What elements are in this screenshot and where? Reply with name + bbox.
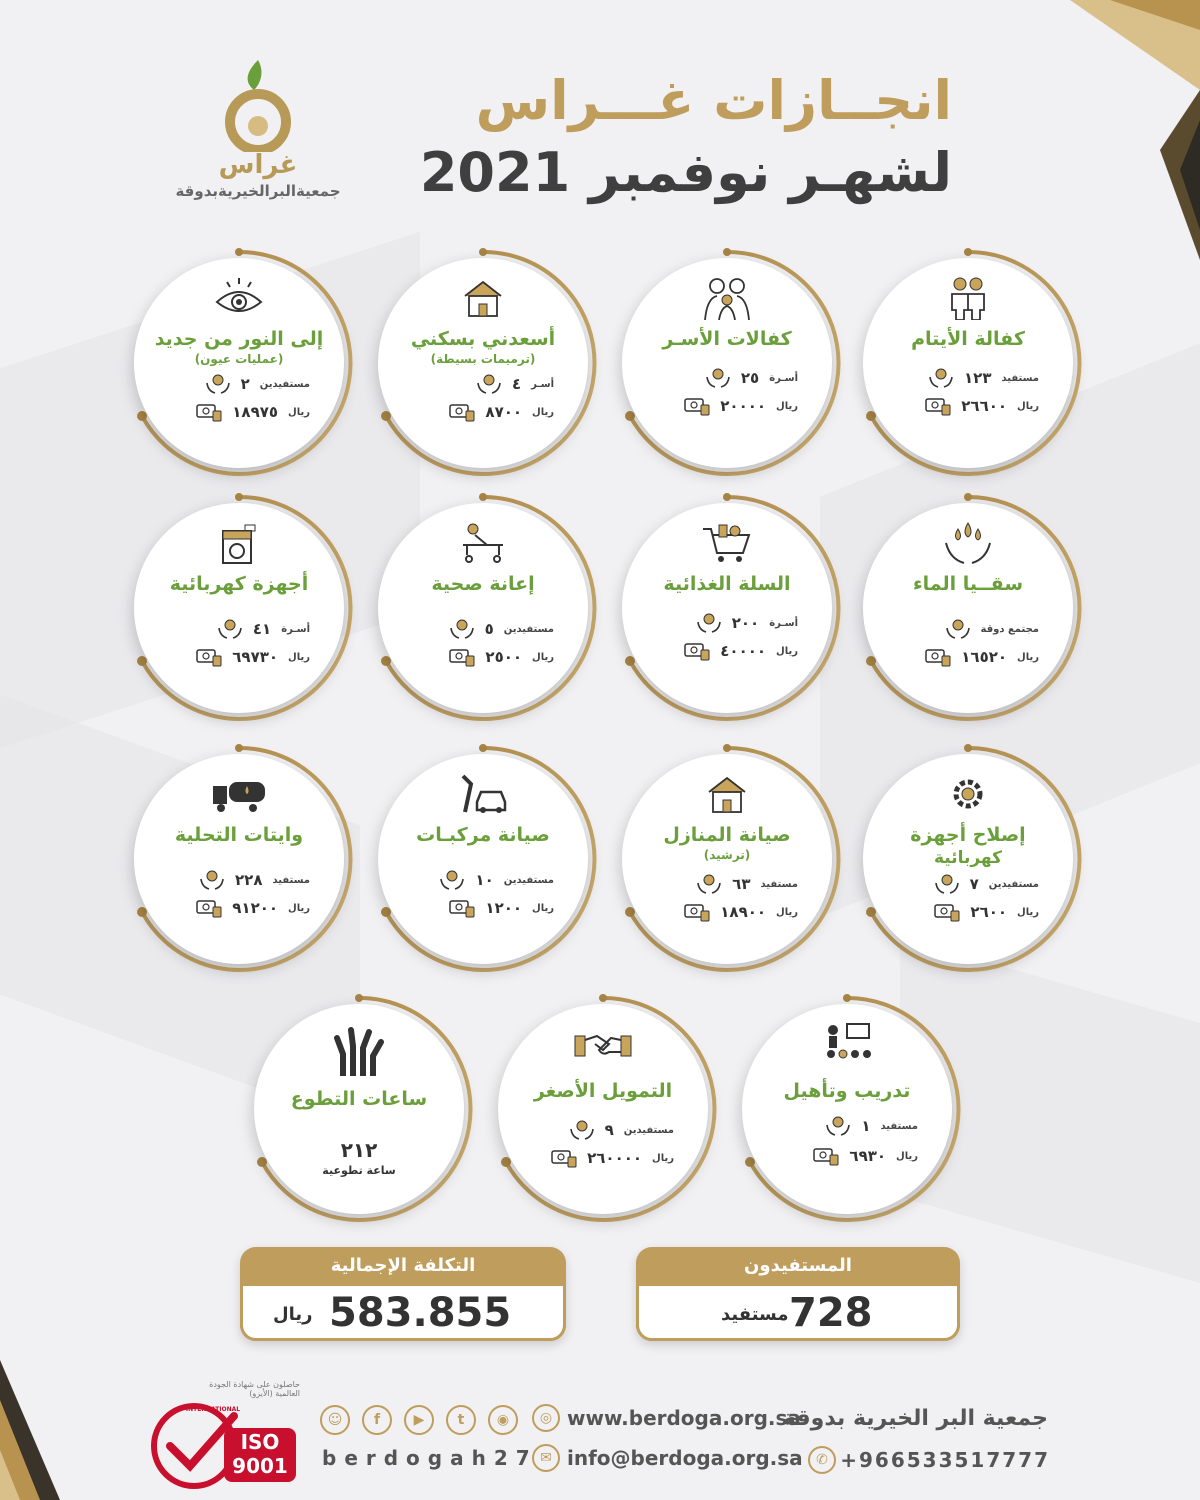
card-amount-unit: ريال <box>776 400 798 412</box>
helping-hands-icon <box>945 618 971 640</box>
helping-hands-icon <box>449 618 475 640</box>
card-people: ٩ <box>604 1121 614 1139</box>
beneficiaries-value: 728 <box>789 1290 873 1336</box>
health-icon <box>453 521 513 565</box>
card-people: ١ <box>861 1117 871 1135</box>
house-icon <box>697 772 757 816</box>
card-title: السلة الغذائية <box>663 573 791 595</box>
card-orphans[interactable] <box>863 258 1073 468</box>
cost-unit: ريال <box>273 1304 313 1325</box>
card-people-row <box>825 1114 918 1138</box>
helping-hands-icon <box>199 869 225 891</box>
card-amount-row <box>551 1146 674 1170</box>
card-home-maintenance[interactable] <box>622 754 832 964</box>
card-amount: ١٢٠٠ <box>485 899 523 917</box>
money-icon <box>196 401 222 423</box>
money-icon <box>449 897 475 919</box>
card-people-unit: مستفيد <box>760 878 798 890</box>
whatsapp-icon[interactable]: ✆ <box>808 1446 836 1474</box>
card-training[interactable] <box>742 1004 952 1214</box>
card-amount-row <box>934 900 1039 924</box>
helping-hands-icon <box>439 869 465 891</box>
card-people-unit: أسـرة <box>769 617 798 629</box>
card-people-row <box>934 872 1039 896</box>
money-icon <box>449 646 475 668</box>
training-icon <box>817 1022 877 1066</box>
money-icon <box>684 395 710 417</box>
card-amount-row <box>196 896 310 920</box>
card-people: ٥ <box>484 620 494 638</box>
card-people-row <box>217 617 310 641</box>
website-link[interactable]: www.berdoga.org.sa <box>567 1406 801 1430</box>
card-amount: ٤٠٠٠٠ <box>720 642 767 660</box>
card-amount-unit: ريال <box>1017 906 1039 918</box>
card-people-unit: مستفيدين <box>503 623 554 635</box>
logo-subtitle: جمعيةالبرالخيريةبدوقة <box>175 182 341 200</box>
card-amount: ٢٠٠٠٠ <box>720 397 767 415</box>
phone-number[interactable]: +966533517777 <box>840 1448 1050 1472</box>
cost-value: 583.855 <box>329 1290 512 1336</box>
beneficiaries-label: المستفيدون <box>744 1255 852 1276</box>
card-people: ٤ <box>511 375 522 393</box>
helping-hands-icon <box>825 1115 851 1137</box>
card-amount-unit: ريال <box>288 406 310 418</box>
card-amount: ٨٧٠٠ <box>485 403 523 421</box>
water-truck-icon <box>209 772 269 816</box>
corner-decoration <box>0 1340 90 1500</box>
helping-hands-icon <box>217 618 243 640</box>
card-people: ٢٥ <box>740 369 760 387</box>
card-amount: ٦٩٣٠ <box>849 1147 887 1165</box>
handshake-icon <box>573 1022 633 1066</box>
money-icon <box>934 901 960 923</box>
card-appliance-repair[interactable] <box>863 754 1073 964</box>
helping-hands-icon <box>705 367 731 389</box>
card-amount: ٢٥٠٠ <box>485 648 523 666</box>
card-amount: ٦٩٧٣٠ <box>232 648 279 666</box>
card-people: ٦٣ <box>732 875 751 893</box>
card-amount: ١٦٥٢٠ <box>961 648 1008 666</box>
card-people-row <box>569 1118 674 1142</box>
card-title: وايتات التحلية <box>174 824 304 846</box>
card-people-unit: أسـر <box>531 378 554 390</box>
card-appliances[interactable] <box>134 503 344 713</box>
card-amount-row <box>449 645 554 669</box>
beneficiaries-unit: مستفيد <box>721 1304 789 1325</box>
card-people-row <box>928 366 1039 390</box>
iso-label: ISO <box>240 1430 280 1454</box>
logo <box>158 52 358 212</box>
helping-hands-icon <box>696 873 722 895</box>
card-title: كفالات الأسـر <box>662 328 792 350</box>
card-health-aid[interactable] <box>378 503 588 713</box>
volunteer-hours: ٢١٢ <box>340 1138 378 1162</box>
card-people-unit: مستفيدين <box>623 1124 674 1136</box>
iso-ring-text: INTERNATIONAL <box>185 1406 241 1413</box>
card-amount-row <box>925 394 1039 418</box>
card-amount-unit: ريال <box>532 902 554 914</box>
card-title: صيانة مركبـات <box>416 824 550 846</box>
card-amount-row <box>449 896 554 920</box>
logo-mark-icon <box>158 52 358 152</box>
helping-hands-icon <box>696 612 722 634</box>
card-amount: ٢٦٦٠٠ <box>961 397 1008 415</box>
card-title: صيانة المنازل <box>663 824 791 846</box>
appliances-icon <box>209 521 269 565</box>
money-icon <box>925 395 951 417</box>
card-amount-unit: ريال <box>1017 400 1039 412</box>
card-amount-unit: ريال <box>288 902 310 914</box>
instagram-icon[interactable]: ◉ <box>488 1405 518 1435</box>
card-amount-row <box>684 639 798 663</box>
card-amount-row <box>449 400 554 424</box>
email-icon[interactable]: ✉ <box>532 1444 560 1472</box>
volunteer-unit: ساعة تطوعية <box>322 1164 396 1177</box>
money-icon <box>684 640 710 662</box>
header <box>420 68 952 206</box>
card-title: إلى النور من جديد <box>154 328 324 350</box>
card-title: سقــيا الماء <box>912 573 1024 595</box>
cost-total <box>240 1247 566 1341</box>
beneficiaries-total <box>636 1247 960 1341</box>
card-amount-row <box>813 1144 918 1168</box>
card-people-unit: مستفيدين <box>988 878 1039 890</box>
beneficiaries-box <box>636 1283 960 1341</box>
card-title: إعانة صحية <box>431 573 535 595</box>
card-amount: ١٨٩٧٥ <box>232 403 279 421</box>
card-title: التمويل الأصغر <box>533 1080 673 1102</box>
card-people-unit: مستفيدين <box>259 378 310 390</box>
money-icon <box>449 401 475 423</box>
card-title: ساعات التطوع <box>290 1088 428 1110</box>
card-people-unit: مستفيدين <box>503 874 554 886</box>
car-repair-icon <box>453 772 513 816</box>
card-people: ٢٠٠ <box>731 614 760 632</box>
card-people-row <box>476 372 554 396</box>
helping-hands-icon <box>569 1119 595 1141</box>
card-people: ١٢٣ <box>964 369 992 387</box>
card-amount-row <box>684 394 798 418</box>
card-amount-unit: ريال <box>288 651 310 663</box>
money-icon <box>684 901 710 923</box>
card-amount-unit: ريال <box>652 1152 674 1164</box>
card-people-unit: مستفيد <box>1001 372 1039 384</box>
money-icon <box>196 897 222 919</box>
email-link[interactable]: info@berdoga.org.sa <box>567 1446 803 1470</box>
iso-badge <box>150 1380 300 1490</box>
card-title: تدريب وتأهيل <box>783 1080 911 1102</box>
card-subtitle: (عمليات عيون) <box>194 352 284 366</box>
card-people: ٤١ <box>252 620 272 638</box>
money-icon <box>813 1145 839 1167</box>
card-people: ٧ <box>969 875 979 893</box>
snapchat-icon[interactable]: ☺ <box>320 1405 350 1435</box>
house-icon <box>453 276 513 320</box>
card-people-unit: مستفيد <box>272 874 310 886</box>
helping-hands-icon <box>928 367 954 389</box>
corner-decoration <box>1050 0 1200 270</box>
card-title: كفالة الأيتام <box>911 328 1025 350</box>
card-amount-row <box>925 645 1039 669</box>
card-volunteer-hours[interactable] <box>254 1004 464 1214</box>
card-people-row <box>199 868 310 892</box>
card-people-row <box>696 872 798 896</box>
cost-box <box>240 1283 566 1341</box>
card-people-row <box>945 617 1039 641</box>
card-title: أسعدني بسكني <box>410 328 556 350</box>
card-amount: ٩١٢٠٠ <box>232 899 279 917</box>
helping-hands-icon <box>934 873 960 895</box>
youtube-icon[interactable]: ▶ <box>404 1405 434 1435</box>
cost-label: التكلفة الإجمالية <box>330 1255 476 1276</box>
money-icon <box>196 646 222 668</box>
card-amount: ٢٦٠٠٠٠ <box>587 1149 643 1167</box>
card-amount-unit: ريال <box>896 1150 918 1162</box>
helping-hands-icon <box>205 373 231 395</box>
orphans-icon <box>938 276 998 320</box>
card-title: أجهزة كهربائية <box>169 573 309 595</box>
card-people: ١٠ <box>475 871 494 889</box>
card-people-row <box>439 868 554 892</box>
card-people-unit: مجتمع دوقة <box>980 623 1039 635</box>
card-eye-surgery[interactable] <box>134 258 344 468</box>
card-subtitle: كهربائية <box>933 848 1003 868</box>
food-basket-icon <box>697 521 757 565</box>
logo-name: غراس <box>218 150 298 180</box>
card-vehicle-maintenance[interactable] <box>378 754 588 964</box>
card-amount-unit: ريال <box>1017 651 1039 663</box>
card-amount-row <box>684 900 798 924</box>
page-subtitle: لشهـر نوفمبر 2021 <box>419 141 952 204</box>
card-people-row <box>696 611 798 635</box>
card-people: ٢٢٨ <box>235 871 263 889</box>
card-people: ٢ <box>240 375 250 393</box>
card-amount-unit: ريال <box>776 645 798 657</box>
card-amount: ٢٦٠٠ <box>970 903 1008 921</box>
card-people-row <box>705 366 798 390</box>
card-amount-row <box>196 400 310 424</box>
org-name: جمعية البر الخيرية بدوقة <box>782 1406 1048 1431</box>
money-icon <box>925 646 951 668</box>
facebook-icon[interactable]: f <box>362 1405 392 1435</box>
family-icon <box>697 276 757 320</box>
water-icon <box>938 521 998 565</box>
helping-hands-icon <box>476 373 502 395</box>
card-people-row <box>449 617 554 641</box>
card-people-unit: أسـرة <box>281 623 310 635</box>
card-amount-unit: ريال <box>532 406 554 418</box>
card-people-unit: أسـرة <box>769 372 798 384</box>
raised-hands-icon <box>329 1026 389 1076</box>
card-water[interactable] <box>863 503 1073 713</box>
card-subtitle: (ترشيد) <box>703 848 751 862</box>
card-amount-unit: ريال <box>776 906 798 918</box>
card-subtitle: (ترميمات بسيطة) <box>430 352 536 366</box>
iso-number: 9001 <box>232 1454 288 1478</box>
card-amount-unit: ريال <box>532 651 554 663</box>
page-title: انجــازات غـــراس <box>475 69 952 132</box>
card-people-row <box>205 372 310 396</box>
money-icon <box>551 1147 577 1169</box>
card-food-basket[interactable] <box>622 503 832 713</box>
card-families[interactable] <box>622 258 832 468</box>
eye-icon <box>209 276 269 320</box>
card-amount-row <box>196 645 310 669</box>
card-people-unit: مستفيد <box>880 1120 918 1132</box>
card-water-trucks[interactable] <box>134 754 344 964</box>
social-handle[interactable]: berdogah27 <box>322 1446 538 1470</box>
card-microfinance[interactable] <box>498 1004 708 1214</box>
card-title: إصلاح أجهزة <box>910 824 1026 846</box>
iso-note: حاصلون على شهادة الجودة العالمية (الأيزو) <box>209 1380 300 1398</box>
web-icon[interactable]: ◎ <box>532 1404 560 1432</box>
gear-icon <box>938 772 998 816</box>
twitter-icon[interactable]: t <box>446 1405 476 1435</box>
card-housing[interactable] <box>378 258 588 468</box>
card-amount: ١٨٩٠٠ <box>720 903 767 921</box>
